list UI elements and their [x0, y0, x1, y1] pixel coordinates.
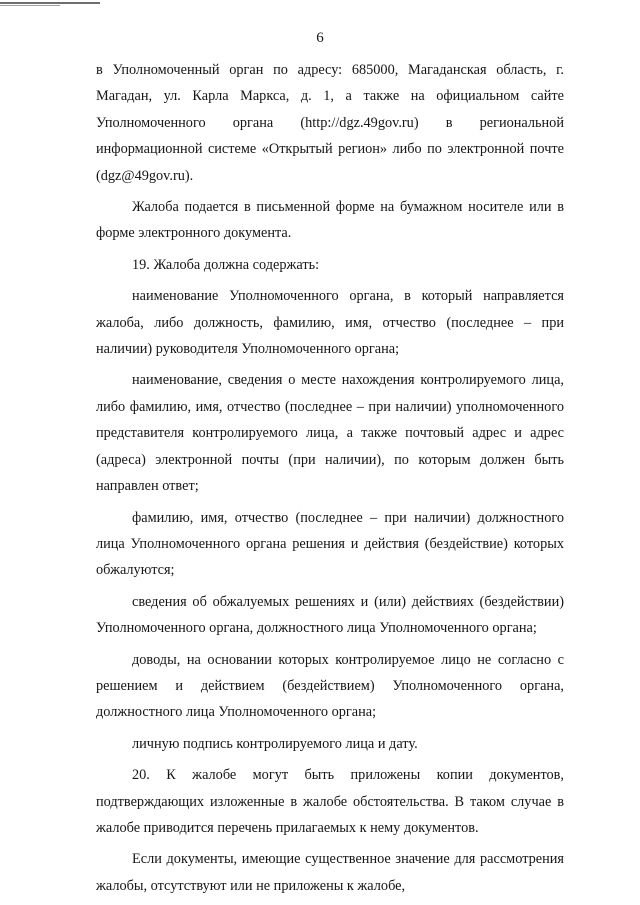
scan-edge-mark	[0, 2, 100, 4]
paragraph-official-name: фамилию, имя, отчество (последнее – при наличии) должностного лица Уполномоченного органа решения и действия (бездействие) которых обжалуются;	[96, 509, 564, 579]
paragraph-authority-name: наименование Уполномоченного органа, в который направляется жалоба, либо должность, фамилию, имя, отчество (последнее – при наличии) руководителя Уполномоченного органа;	[96, 288, 564, 358]
paragraph-controlled-person: наименование, сведения о месте нахождения контролируемого лица, либо фамилию, имя, отчество (последнее – при наличии) уполномоченного представителя контролируемого лица, а также почтовый адрес и адрес (адреса) электронной почты (при наличии), по которым должен быть направлен ответ;	[96, 372, 564, 495]
paragraph-address: в Уполномоченный орган по адресу: 685000, Магаданская область, г. Магадан, ул. Карла Маркса, д. 1, а также на официальном сайте Уполномоченного органа (http://dgz.49gov.ru) в региональной информационной системе «Открытый регион» либо по электронной почте (dgz@49gov.ru).	[96, 62, 564, 184]
paragraph-arguments: доводы, на основании которых контролируемое лицо не согласно с решением и действием (бездействием) Уполномоченного органа, должностного лица Уполномоченного органа;	[96, 651, 564, 721]
paragraph-missing-documents: Если документы, имеющие существенное значение для рассмотрения жалобы, отсутствуют или не приложены к жалобе,	[96, 851, 564, 894]
document-body	[96, 57, 564, 904]
paragraph-complaint-form: Жалоба подается в письменной форме на бумажном носителе или в форме электронного документа.	[96, 199, 564, 242]
page-number: 6	[316, 30, 324, 46]
paragraph-signature: личную подпись контролируемого лица и дату.	[132, 735, 418, 752]
paragraph-item-20: 20. К жалобе могут быть приложены копии документов, подтверждающих изложенные в жалобе обстоятельства. В таком случае в жалобе приводится перечень прилагаемых к нему документов.	[96, 767, 564, 836]
paragraph-appealed-decisions: сведения об обжалуемых решениях и (или) действиях (бездействии) Уполномоченного органа, должностного лица Уполномоченного органа;	[96, 593, 564, 637]
paragraph-item-19: 19. Жалоба должна содержать:	[132, 256, 320, 273]
